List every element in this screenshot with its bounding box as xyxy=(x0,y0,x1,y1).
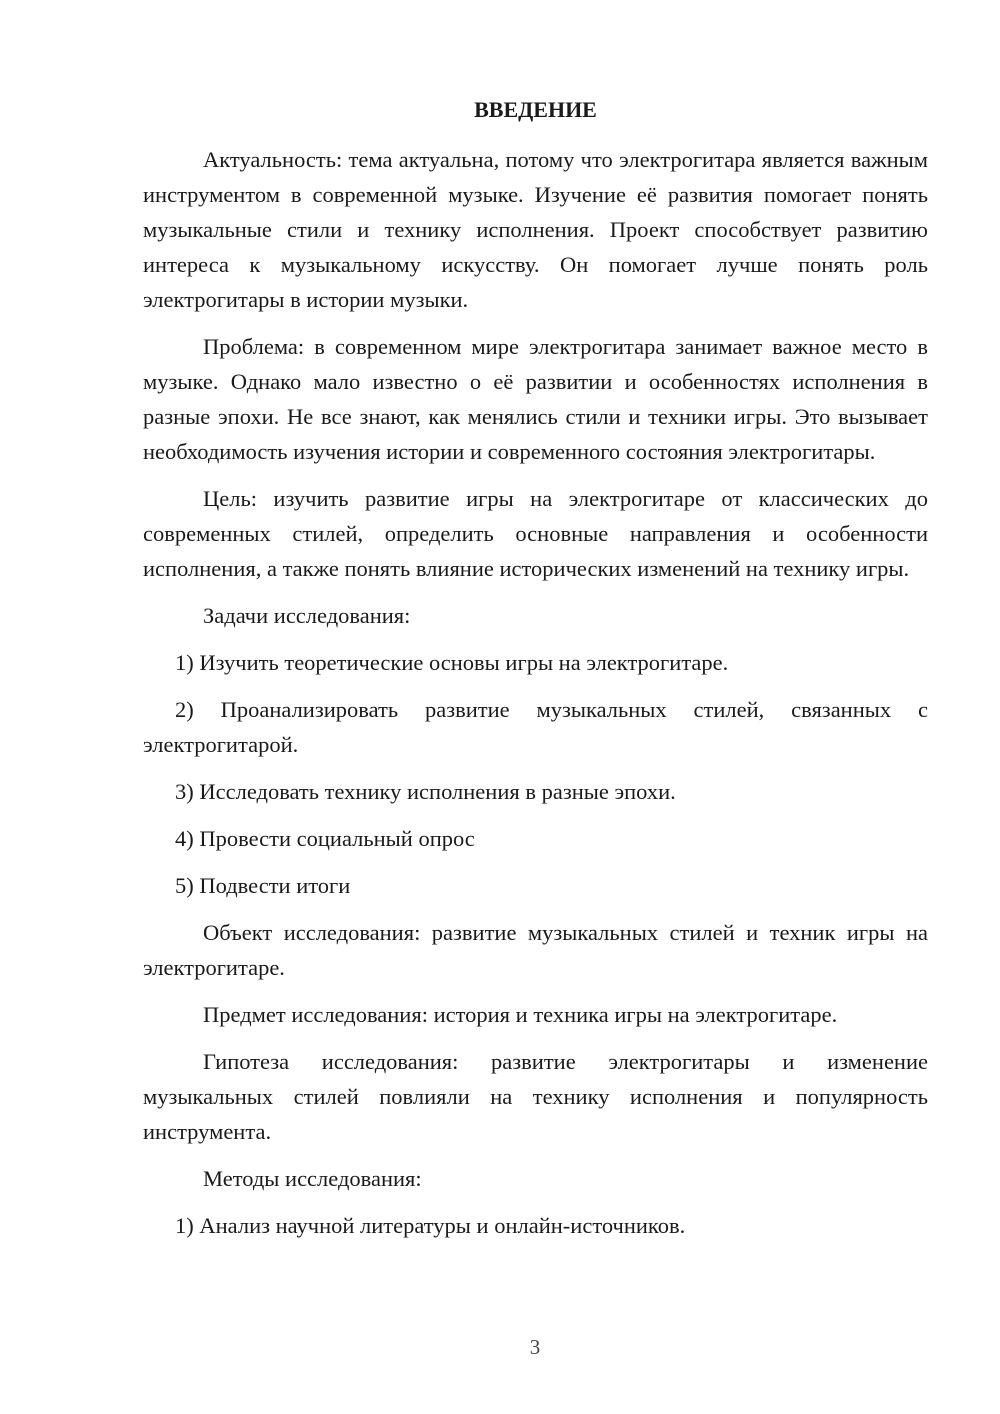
task-item: 4) Провести социальный опрос xyxy=(175,826,475,851)
goal-paragraph: Цель: изучить развитие игры на электрогитаре от классических до современных стилей, определить основные направления и особенности исполнения, а также понять влияние исторических изменений на технику игры. xyxy=(143,486,928,581)
page-number: 3 xyxy=(529,1335,541,1359)
tasks-title: Задачи исследования: xyxy=(203,603,411,628)
task-item: 5) Подвести итоги xyxy=(175,873,351,898)
section-heading: ВВЕДЕНИЕ xyxy=(474,97,597,122)
page-content xyxy=(143,92,928,1255)
task-item: 3) Исследовать технику исполнения в разные эпохи. xyxy=(175,779,676,804)
methods-title: Методы исследования: xyxy=(203,1166,422,1191)
subject-paragraph: Предмет исследования: история и техника игры на электрогитаре. xyxy=(203,1002,838,1027)
hypothesis-paragraph: Гипотеза исследования: развитие электрогитары и изменение музыкальных стилей повлияли на технику исполнения и популярность инструмента. xyxy=(143,1049,928,1144)
object-paragraph: Объект исследования: развитие музыкальных стилей и техник игры на электрогитаре. xyxy=(143,920,928,980)
relevance-paragraph: Актуальность: тема актуальна, потому что электрогитара является важным инструментом в современной музыке. Изучение её развития помогает понять музыкальные стили и технику исполнения. Проект способствует развитию интереса к музыкальному искусству. Он помогает лучше понять роль электрогитары в истории музыки. xyxy=(143,147,928,312)
task-item: 2) Проанализировать развитие музыкальных стилей, связанных с электрогитарой. xyxy=(143,697,928,757)
problem-paragraph: Проблема: в современном мире электрогитара занимает важное место в музыке. Однако мало известно о её развитии и особенностях исполнения в разные эпохи. Не все знают, как менялись стили и техники игры. Это вызывает необходимость изучения истории и современного состояния электрогитары. xyxy=(143,334,928,464)
method-item: 1) Анализ научной литературы и онлайн-источников. xyxy=(175,1213,686,1238)
task-item: 1) Изучить теоретические основы игры на электрогитаре. xyxy=(175,650,729,675)
